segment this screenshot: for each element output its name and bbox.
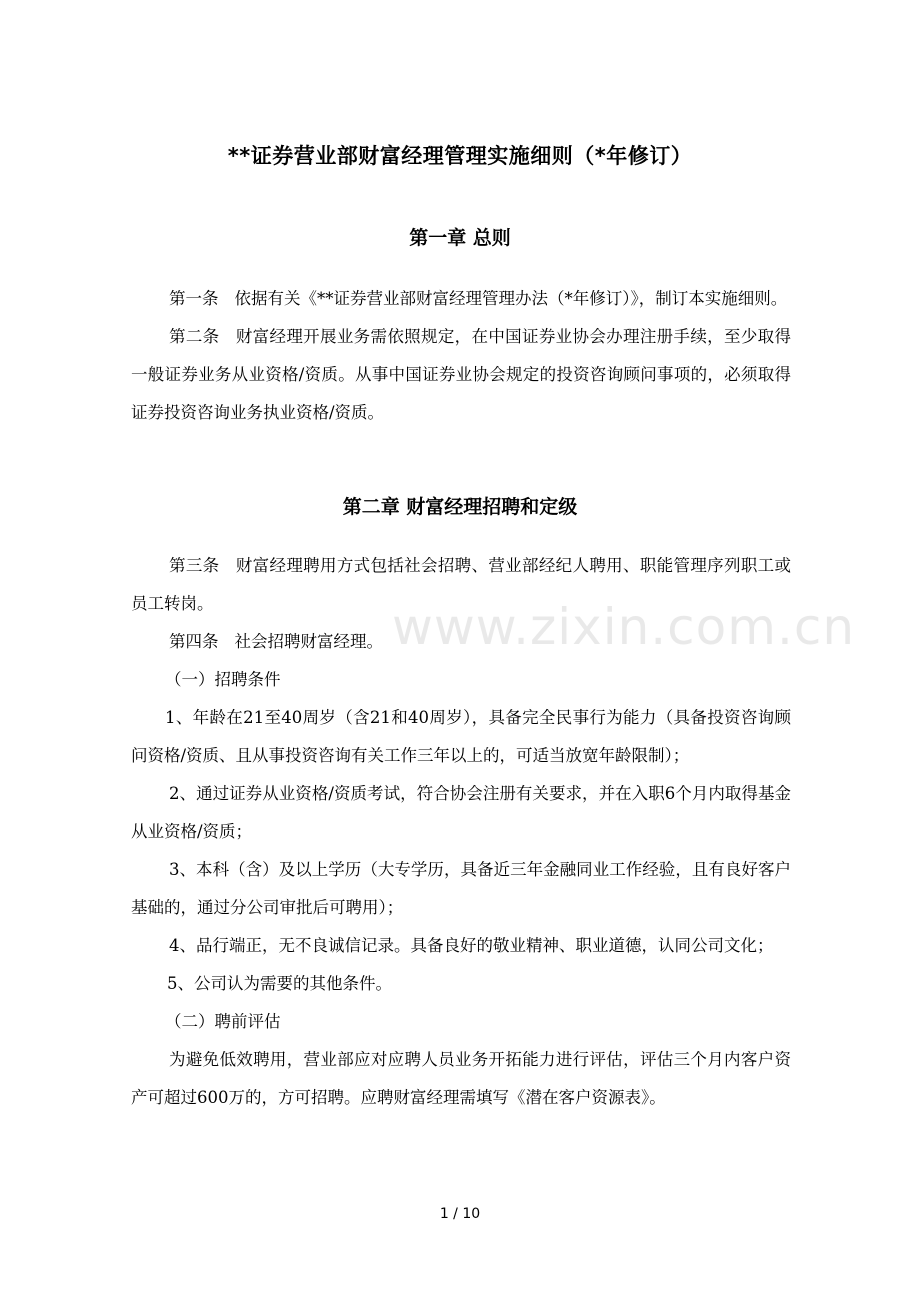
watermark-text: www.zixin.com.cn — [392, 598, 856, 656]
condition-4: 4、品行端正，无不良诚信记录。具备良好的敬业精神、职业道德，认同公司文化； — [169, 936, 774, 955]
article-1-label: 第一条 — [169, 289, 219, 308]
article-3 — [131, 547, 791, 623]
article-2-text: 财富经理开展业务需依照规定，在中国证券业协会办理注册手续，至少取得一般证券业务从业资格/资质。从事中国证券业协会规定的投资咨询顾问事项的，必须取得证券投资咨询业务执业资格/资质。 — [131, 327, 791, 422]
chapter-1-heading: 第一章 总则 — [409, 227, 511, 249]
section-1-heading: （一）招聘条件 — [165, 670, 281, 689]
section-2-heading: （二）聘前评估 — [165, 1012, 281, 1031]
chapter-2-heading: 第二章 财富经理招聘和定级 — [342, 496, 578, 518]
article-1 — [131, 280, 791, 318]
article-1-text: 依据有关《**证券营业部财富经理管理办法（*年修订）》，制订本实施细则。 — [234, 289, 788, 308]
chapter-1-body — [131, 280, 791, 432]
article-3-label: 第三条 — [169, 556, 220, 575]
article-4-label: 第四条 — [169, 632, 219, 651]
page-number: 1 / 10 — [439, 1206, 481, 1222]
condition-1: 1、年龄在21至40周岁（含21和40周岁），具备完全民事行为能力（具备投资咨询顾问资格/资质、且从事投资咨询有关工作三年以上的，可适当放宽年龄限制）； — [131, 708, 791, 765]
article-3-text: 财富经理聘用方式包括社会招聘、营业部经纪人聘用、职能管理序列职工或员工转岗。 — [131, 556, 791, 613]
condition-3: 3、本科（含）及以上学历（大专学历，具备近三年金融同业工作经验，且有良好客户基础的，通过分公司审批后可聘用）； — [131, 860, 791, 917]
article-4 — [131, 623, 791, 661]
article-2 — [131, 318, 791, 432]
article-2-label: 第二条 — [169, 327, 220, 346]
condition-2: 2、通过证券从业资格/资质考试，符合协会注册有关要求，并在入职6个月内取得基金从业资格/资质； — [131, 784, 791, 841]
condition-5: 5、公司认为需要的其他条件。 — [167, 974, 392, 993]
document-title: **证券营业部财富经理管理实施细则（*年修订） — [227, 144, 693, 168]
article-4-text: 社会招聘财富经理。 — [234, 632, 383, 651]
section-2-text: 为避免低效聘用，营业部应对应聘人员业务开拓能力进行评估，评估三个月内客户资产可超过600万的，方可招聘。应聘财富经理需填写《潜在客户资源表》。 — [131, 1050, 791, 1107]
chapter-2-body — [131, 547, 791, 1117]
